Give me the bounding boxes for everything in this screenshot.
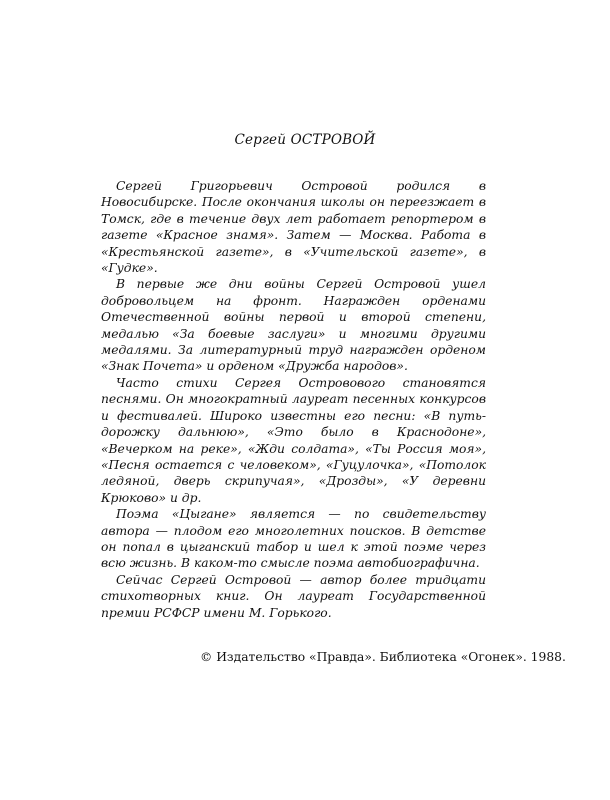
biography-paragraph-5: Сейчас Сергей Островой — автор более тридцати стихотворных книг. Он лауреат Государственной премии РСФСР имени М. Горького. bbox=[101, 572, 486, 620]
biography-paragraph-1: Сергей Григорьевич Островой родился в Новосибирске. После окончания школы он переезжает в Томск, где в течение двух лет работает репортером в газете «Красное знамя». Затем — Москва. Работа в «Крестьянской газете», в «Учительской газете», в «Гудке». bbox=[101, 179, 486, 276]
biography-paragraph-4: Поэма «Цыгане» является — по свидетельству автора — плодом его многолетних поисков. В детстве он попал в цыганский табор и шел к этой поэме через всю жизнь. В каком-то смысле поэма автобиографична. bbox=[101, 507, 486, 571]
biography-paragraph-3: Часто стихи Сергея Островового становятся песнями. Он многократный лауреат песенных конкурсов и фестивалей. Широко известны его песни: «В путь-дорожку дальнюю», «Это было в Краснодоне», «Вечерком на реке», «Жди солдата», «Ты Россия моя», «Песня остается с человеком», «Гуцулочка», «Потолок ледяной, дверь скрипучая», «Дрозды», «У деревни Крюково» и др. bbox=[101, 375, 486, 505]
biography-text bbox=[101, 178, 486, 621]
author-title: Сергей ОСТРОВОЙ bbox=[234, 132, 376, 148]
biography-paragraph-2: В первые же дни войны Сергей Островой ушел добровольцем на фронт. Награжден орденами Отечественной войны первой и второй степени, медалью «За боевые заслуги» и многими другими медалями. За литературный труд награжден орденом «Знак Почета» и орденом «Дружба народов». bbox=[101, 277, 486, 374]
copyright-line: © Издательство «Правда». Библиотека «Огонек». 1988. bbox=[200, 650, 566, 664]
